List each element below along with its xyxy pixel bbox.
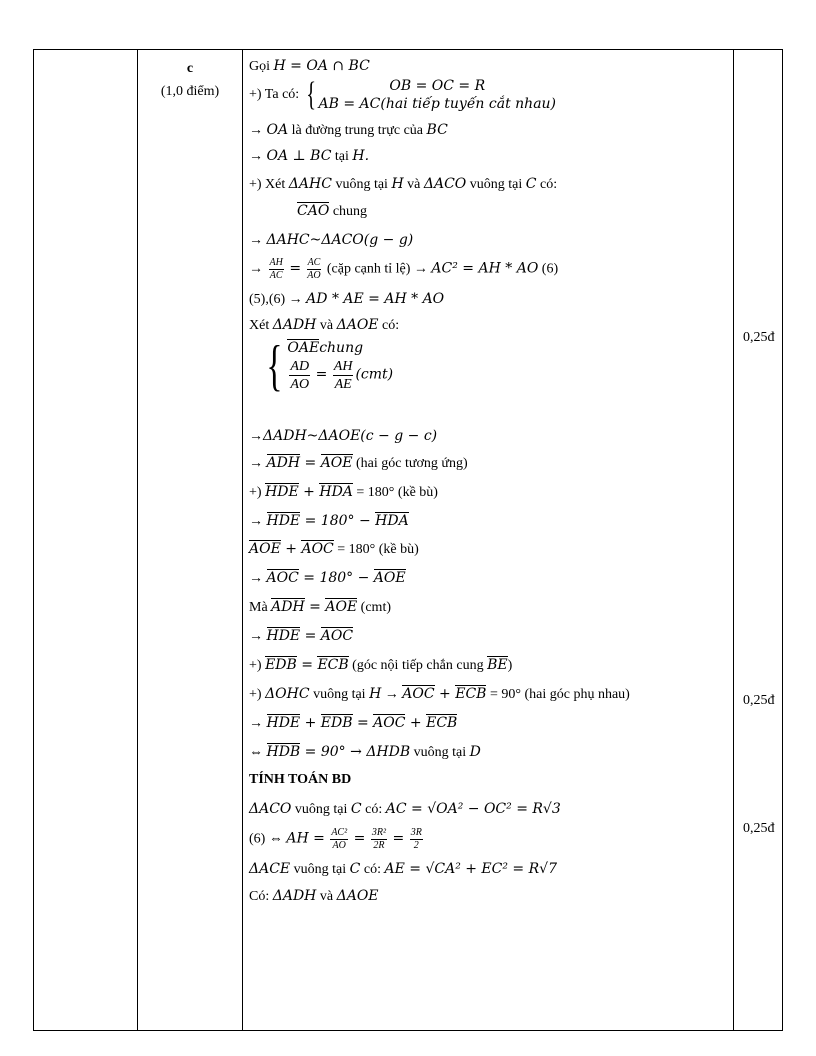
line-20: +) EDB = ECB (góc nội tiếp chắn cung BE) (249, 657, 513, 673)
line-14: +) HDE + HDA = 180° (kề bù) (249, 484, 438, 500)
line-25: ΔACO vuông tại C có: AC = √OA² − OC² = R√3 (249, 801, 561, 817)
line-16: AOE + AOC = 180° (kề bù) (249, 541, 419, 557)
line-1: Gọi H = OA ∩ BC (249, 58, 370, 74)
line-23: ⇔ HDB = 90° → ΔHDB vuông tại D (249, 744, 481, 760)
line-6: CAO chung (297, 203, 368, 219)
col-border-5 (782, 49, 783, 1031)
line-9: (5),(6) → AD * AE = AH * AO (249, 291, 445, 307)
line-27: ΔACE vuông tại C có: AE = √CA² + EC² = R√7 (249, 861, 557, 877)
part-points: (1,0 điểm) (160, 84, 220, 99)
line-21: +) ΔOHC vuông tại H → AOC + ECB = 90° (hai góc phụ nhau) (249, 686, 630, 702)
line-7: → ΔAHC~ΔACO(g − g) (249, 232, 414, 248)
line-12: →ΔADH~ΔAOE(c − g − c) (249, 428, 438, 444)
col-border-1 (33, 49, 34, 1031)
line-19: → HDE = AOC (249, 628, 354, 644)
line-10: Xét ΔADH và ΔAOE có: (249, 317, 400, 333)
table-bottom-border (33, 1030, 783, 1031)
part-label: c (186, 61, 194, 76)
col-border-2 (137, 49, 138, 1031)
solution-table (33, 49, 783, 1031)
col-border-4 (733, 49, 734, 1031)
score-2: 0,25đ (743, 693, 775, 708)
score-1: 0,25đ (743, 330, 775, 345)
line-8: → $\frac{AH}{AC}$ = $\frac{AC}{AO}$ (cặp cạnh tỉ lệ) → AC² = AH * AO (6) (249, 257, 559, 281)
col-border-3 (242, 49, 243, 1031)
line-26: (6) ⇔ AH = $\frac{\text{AC²}}{AO}$ = $\frac{\text{3R²}}{2R}$ = $\frac{3R}{2}$ (249, 827, 422, 851)
section-heading: TÍNH TOÁN BD (249, 772, 352, 787)
line-11-system: { OAEchung $\frac{AD}{AO}$ = $\frac{AH}{AE}$ (cmt) (266, 335, 394, 397)
line-13: → ADH = AOE (hai góc tương ứng) (249, 455, 468, 471)
table-top-border (33, 49, 783, 50)
line-5: +) Xét ΔAHC vuông tại H và ΔACO vuông tại C có: (249, 176, 558, 192)
score-3: 0,25đ (743, 821, 775, 836)
line-4: → OA ⊥ BC tại H. (249, 148, 370, 164)
line-3: → OA là đường trung trực của BC (249, 122, 448, 138)
line-2-system: +) Ta có: { OB = OC = R AB = AC(hai tiếp tuyến cắt nhau) (249, 76, 557, 113)
line-18: Mà ADH = AOE (cmt) (249, 599, 391, 615)
part-label-cell (141, 57, 239, 103)
line-28: Có: ΔADH và ΔAOE (249, 888, 379, 904)
line-17: → AOC = 180° − AOE (249, 570, 406, 586)
line-15: → HDE = 180° − HDA (249, 513, 409, 529)
line-22: → HDE + EDB = AOC + ECB (249, 715, 458, 731)
